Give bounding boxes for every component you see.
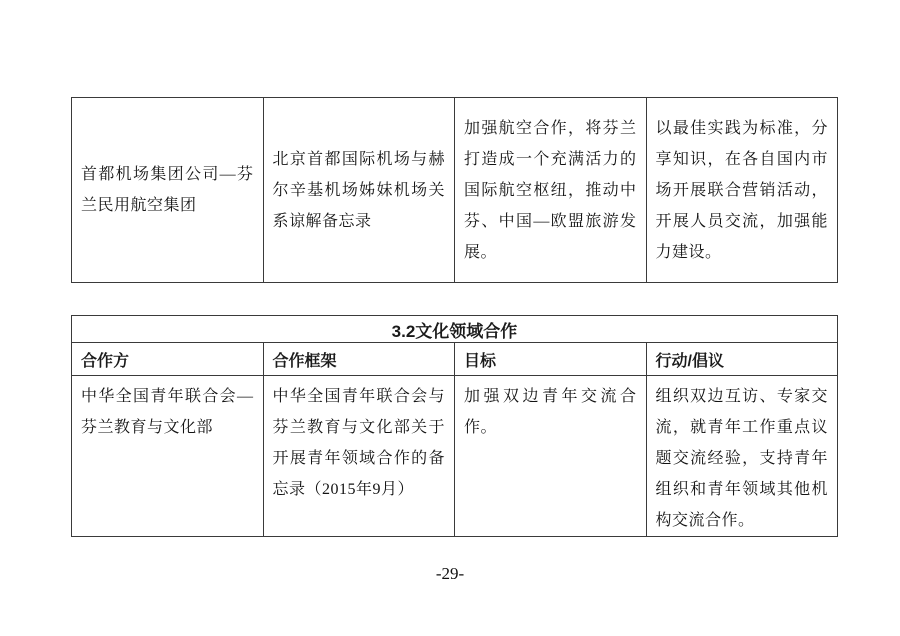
aviation-cooperation-table [71,97,838,283]
table-row [72,98,838,283]
cooperation-party-text: 首都机场集团公司—芬兰民用航空集团 [81,166,254,214]
column-header-action: 行动/倡议 [646,343,838,376]
cell-cooperation-party [72,376,264,537]
cell-action-initiative [646,98,838,283]
cell-goal [455,98,647,283]
cell-cooperation-framework [263,376,455,537]
section-title: 3.2文化领域合作 [72,316,838,343]
cell-goal [455,376,647,537]
action-initiative-text: 组织双边互访、专家交流，就青年工作重点议题交流经验，支持青年组织和青年领域其他机构交流合作。 [655,388,828,529]
goal-text: 加强双边青年交流合作。 [464,388,637,436]
cell-cooperation-framework [263,98,455,283]
goal-text: 加强航空合作，将芬兰打造成一个充满活力的国际航空枢纽，推动中芬、中国—欧盟旅游发展。 [464,119,637,261]
cell-action-initiative [646,376,838,537]
table-row [72,376,838,537]
action-initiative-text: 以最佳实践为标准，分享知识，在各自国内市场开展联合营销活动，开展人员交流，加强能力建设。 [655,119,828,261]
page-number: -29- [435,564,465,583]
header-row [72,343,838,376]
cell-cooperation-party [72,98,264,283]
column-header-goal: 目标 [455,343,647,376]
cooperation-framework-text: 北京首都国际机场与赫尔辛基机场姊妹机场关系谅解备忘录 [272,150,445,230]
cooperation-framework-text: 中华全国青年联合会与芬兰教育与文化部关于开展青年领域合作的备忘录（2015年9月） [272,388,445,498]
cooperation-party-text: 中华全国青年联合会—芬兰教育与文化部 [81,388,254,436]
section-title-row [72,316,838,343]
culture-cooperation-table [71,315,838,537]
column-header-framework: 合作框架 [263,343,455,376]
column-header-party: 合作方 [72,343,264,376]
